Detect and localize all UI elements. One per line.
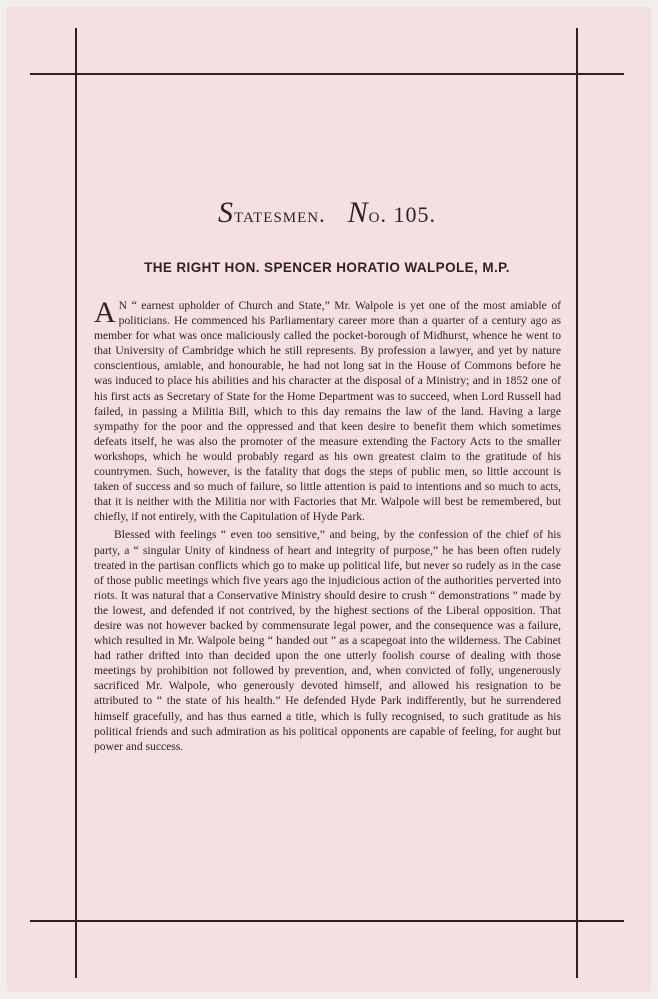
paragraph-1-text: N “ earnest upholder of Church and State,” Mr. Walpole is yet one of the most amiable of politicians. He commenced his Parliamentary career more than a quarter of a century ago as member for what was once maliciously called the pocket-borough of Midhurst, whence he went to that University of Cambridge which he still represents. By profession a lawyer, and yet by nature conscientious, amiable, and honourable, he had not long sat in the House of Commons before he was induced to place his abilities and his character at the disposal of a Ministry; and in 1852 one of his first acts as Secretary of State for the Home Department was to succeed, when Lord Russell had failed, in passing a Militia Bill, which to this day remains the law of the land. Having a large sympathy for the poor and the oppressed and that keen desire to benefit them which sometimes defeats itself, he was also the promoter of the measure extending the Factory Acts to the smaller workshops, which he would probably regard as his own greatest claim to the gratitude of his countrymen. Such, however, is the fatality that dogs the steps of public men, so little account is taken of success and so much of failure, so little attention is paid to intentions and so much to acts, that it is neither with the Militia nor with Factories that Mr. Walpole will best be remembered, but chiefly, if not entirely, with the Capitulation of Hyde Park. xyxy=(94,299,561,524)
series-initial: S xyxy=(218,196,234,229)
drop-cap: A xyxy=(94,296,116,329)
series-title: tatesmen. xyxy=(234,202,326,227)
paragraph-1 xyxy=(94,298,561,524)
series-heading xyxy=(78,196,576,230)
printed-page xyxy=(8,8,650,991)
top-border-rule xyxy=(30,73,624,75)
series-number: o. 105. xyxy=(368,202,436,227)
article-body xyxy=(94,298,561,757)
number-initial: N xyxy=(347,196,369,229)
right-border-rule xyxy=(576,28,578,978)
bottom-border-rule xyxy=(30,920,624,922)
left-border-rule xyxy=(75,28,77,978)
article-subtitle: THE RIGHT HON. SPENCER HORATIO WALPOLE, M.P. xyxy=(144,260,510,275)
paragraph-2: Blessed with feelings “ even too sensitive,” and being, by the confession of the chief of his party, a “ singular Unity of kindness of heart and integrity of purpose,” he has been often rudely treated in the partisan conflicts which go to make up political life, but never so rudely as in the case of those public meetings which five years ago the injudicious action of the authorities perverted into riots. It was natural that a Conservative Ministry should desire to crush “ demonstrations ” made by the lowest, and defended if not contrived, by the highest sections of the Liberal opposition. That desire was not however backed by commensurate legal power, and the consequence was a failure, which resulted in Mr. Walpole being “ handed out ” as a scapegoat into the wilderness. The Cabinet had rather drifted into than decided upon the one utterly foolish course of dealing with those meetings by prohibition not followed by prevention, and, when convicted of folly, ungenerously sacrificed Mr. Walpole, who generously devoted himself, and allowed his resignation to be attributed to “ the state of his health.” He defended Hyde Park indifferently, but he surrendered himself gracefully, and has thus earned a title, which is fully recognised, to such gratitude as his political friends and such admiration as his political opponents are capable of feeling, for aught but power and success. xyxy=(94,528,561,753)
